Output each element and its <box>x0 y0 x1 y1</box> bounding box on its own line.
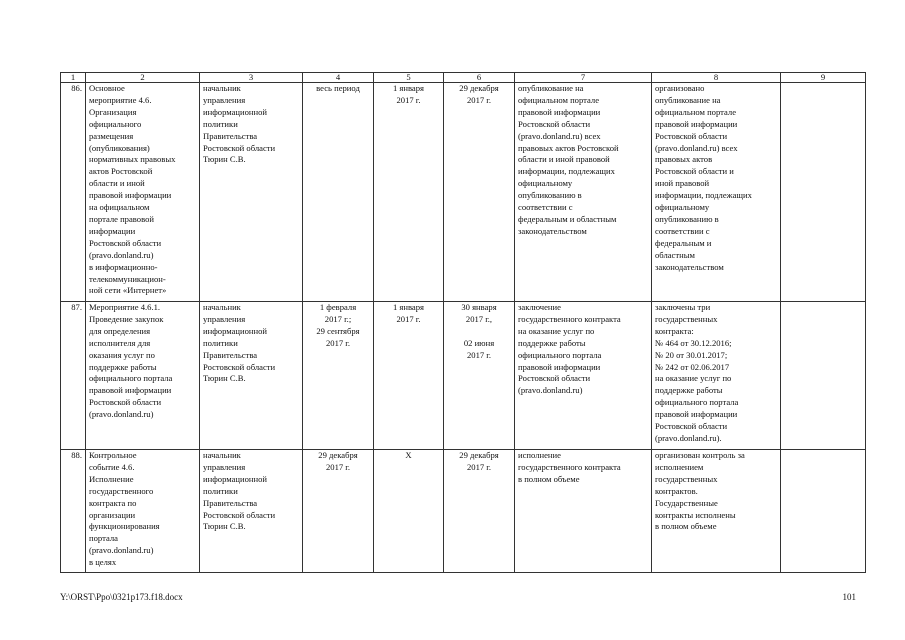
event-name: Контрольное событие 4.6. Исполнение государственного контракта по организации функционирования портала (pravo.donland.ru) в целях <box>86 450 200 573</box>
planned-date: весь период <box>303 83 374 302</box>
column-header-2: 2 <box>86 73 200 83</box>
column-header-7: 7 <box>515 73 652 83</box>
actual-end-date: 29 декабря 2017 г. <box>444 450 515 573</box>
column-header-6: 6 <box>444 73 515 83</box>
event-name: Мероприятие 4.6.1. Проведение закупок для определения исполнителя для оказания услуг по поддержке работы официального портала правовой информации Ростовской области (pravo.donland.ru) <box>86 302 200 450</box>
responsible-executor: начальник управления информационной политики Правительства Ростовской области Тюрин С.В. <box>200 83 303 302</box>
actual-start-date: 1 января 2017 г. <box>374 302 444 450</box>
table-row <box>61 450 866 573</box>
responsible-executor: начальник управления информационной политики Правительства Ростовской области Тюрин С.В. <box>200 302 303 450</box>
planned-result: опубликование на официальном портале правовой информации Ростовской области (pravo.donland.ru) всех правовых актов Ростовской области и иной правовой информации, подлежащих официальному опубликованию в соответствии с федеральным и областным законодательством <box>515 83 652 302</box>
notes <box>781 83 866 302</box>
column-header-5: 5 <box>374 73 444 83</box>
actual-start-date: 1 января 2017 г. <box>374 83 444 302</box>
column-header-4: 4 <box>303 73 374 83</box>
column-header-1: 1 <box>61 73 86 83</box>
planned-result: заключение государственного контракта на оказание услуг по поддержке работы официального портала правовой информации Ростовской области (pravo.donland.ru) <box>515 302 652 450</box>
responsible-executor: начальник управления информационной политики Правительства Ростовской области Тюрин С.В. <box>200 450 303 573</box>
table-row <box>61 302 866 450</box>
column-header-3: 3 <box>200 73 303 83</box>
actual-end-date: 29 декабря 2017 г. <box>444 83 515 302</box>
notes <box>781 302 866 450</box>
planned-result: исполнение государственного контракта в полном объеме <box>515 450 652 573</box>
actual-result: организовано опубликование на официальном портале правовой информации Ростовской области (pravo.donland.ru) всех правовых актов Ростовской области и иной правовой информации, подлежащих официальному опубликованию в соответствии с федеральным и областным законодательством <box>652 83 781 302</box>
table-row <box>61 83 866 302</box>
actual-end-date: 30 января 2017 г., 02 июня 2017 г. <box>444 302 515 450</box>
row-number: 86. <box>61 83 86 302</box>
notes <box>781 450 866 573</box>
column-header-9: 9 <box>781 73 866 83</box>
column-header-8: 8 <box>652 73 781 83</box>
document-file-path: Y:\ORST\Ppo\0321p173.f18.docx <box>60 592 183 602</box>
event-name: Основное мероприятие 4.6. Организация официального размещения (опубликования) нормативных правовых актов Ростовской области и иной правовой информации на официальном портале правовой информации Ростовской области (pravo.donland.ru) в информационно- телекоммуникацион- ной сети «Интернет» <box>86 83 200 302</box>
actual-result: заключены три государственных контракта: № 464 от 30.12.2016; № 20 от 30.01.2017; № 242 от 02.06.2017 на оказание услуг по поддержке работы официального портала правовой информации Ростовской области (pravo.donland.ru). <box>652 302 781 450</box>
column-number-row <box>61 73 866 83</box>
planned-date: 1 февраля 2017 г.; 29 сентября 2017 г. <box>303 302 374 450</box>
actual-result: организован контроль за исполнением государственных контрактов. Государственные контракты исполнены в полном объеме <box>652 450 781 573</box>
row-number: 88. <box>61 450 86 573</box>
page-number: 101 <box>842 592 856 602</box>
report-table <box>60 72 866 573</box>
actual-start-date: X <box>374 450 444 573</box>
planned-date: 29 декабря 2017 г. <box>303 450 374 573</box>
row-number: 87. <box>61 302 86 450</box>
